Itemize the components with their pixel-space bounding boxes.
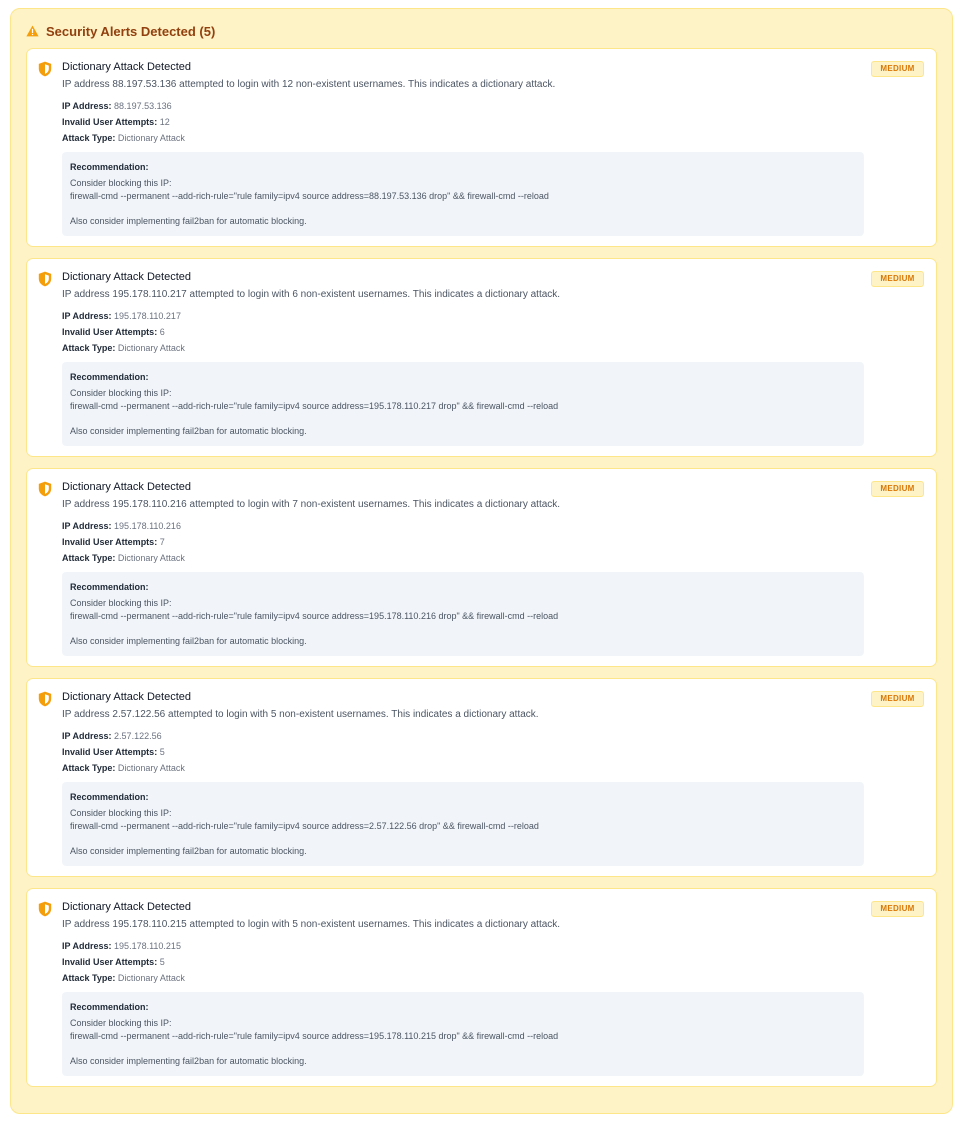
- alert-details: [62, 518, 924, 566]
- recommendation-extra: Also consider implementing fail2ban for automatic blocking.: [70, 426, 307, 436]
- shield-icon: [38, 61, 52, 77]
- attack-type-row: [62, 130, 924, 146]
- recommendation-title: Recommendation:: [70, 582, 149, 592]
- severity-badge: MEDIUM: [871, 481, 924, 497]
- invalid-attempts-row: [62, 534, 924, 550]
- invalid-attempts-label: Invalid User Attempts:: [62, 117, 158, 127]
- shield-icon: [38, 901, 52, 917]
- invalid-attempts-value: 12: [159, 117, 170, 127]
- attack-type-value: Dictionary Attack: [117, 133, 185, 143]
- ip-address-value: 195.178.110.215: [114, 941, 181, 951]
- recommendation-title: Recommendation:: [70, 1002, 149, 1012]
- alert-details: [62, 728, 924, 776]
- recommendation-box: [62, 362, 864, 446]
- attack-type-value: Dictionary Attack: [117, 763, 185, 773]
- ip-address-value: 195.178.110.217: [114, 311, 181, 321]
- invalid-attempts-value: 7: [159, 537, 165, 547]
- severity-badge: MEDIUM: [871, 271, 924, 287]
- security-alerts-panel: [10, 8, 953, 1114]
- shield-icon: [38, 481, 52, 497]
- recommendation-extra: Also consider implementing fail2ban for automatic blocking.: [70, 636, 307, 646]
- firewall-command[interactable]: firewall-cmd --permanent --add-rich-rule="rule family=ipv4 source address=2.57.122.56 drop" && firewall-cmd --reload: [70, 820, 539, 831]
- alert-card: [26, 888, 937, 1087]
- alert-details: [62, 938, 924, 986]
- invalid-attempts-row: [62, 744, 924, 760]
- alert-title: Dictionary Attack Detected: [62, 61, 192, 73]
- alert-description: IP address 88.197.53.136 attempted to login with 12 non-existent usernames. This indicates a dictionary attack.: [62, 79, 556, 90]
- firewall-command[interactable]: firewall-cmd --permanent --add-rich-rule="rule family=ipv4 source address=88.197.53.136 drop" && firewall-cmd --reload: [70, 190, 549, 201]
- alert-description: IP address 195.178.110.216 attempted to login with 7 non-existent usernames. This indicates a dictionary attack.: [62, 499, 561, 510]
- alert-description: IP address 195.178.110.215 attempted to login with 5 non-existent usernames. This indicates a dictionary attack.: [62, 919, 561, 930]
- shield-icon: [38, 271, 52, 287]
- ip-address-row: [62, 308, 924, 324]
- alert-list: [26, 48, 937, 1087]
- shield-icon: [38, 691, 52, 707]
- invalid-attempts-row: [62, 324, 924, 340]
- attack-type-value: Dictionary Attack: [117, 553, 185, 563]
- firewall-command[interactable]: firewall-cmd --permanent --add-rich-rule="rule family=ipv4 source address=195.178.110.216 drop" && firewall-cmd --reload: [70, 610, 559, 621]
- severity-badge: MEDIUM: [871, 901, 924, 917]
- attack-type-label: Attack Type:: [62, 133, 116, 143]
- recommendation-intro: Consider blocking this IP:: [70, 1018, 172, 1028]
- invalid-attempts-label: Invalid User Attempts:: [62, 327, 158, 337]
- alert-title: Dictionary Attack Detected: [62, 691, 192, 703]
- recommendation-box: [62, 782, 864, 866]
- attack-type-row: [62, 970, 924, 986]
- invalid-attempts-value: 6: [159, 327, 165, 337]
- ip-address-label: IP Address:: [62, 521, 112, 531]
- recommendation-intro: Consider blocking this IP:: [70, 808, 172, 818]
- ip-address-value: 195.178.110.216: [114, 521, 181, 531]
- invalid-attempts-value: 5: [159, 747, 165, 757]
- alert-description: IP address 2.57.122.56 attempted to login with 5 non-existent usernames. This indicates a dictionary attack.: [62, 709, 539, 720]
- ip-address-label: IP Address:: [62, 101, 112, 111]
- severity-badge: MEDIUM: [871, 691, 924, 707]
- alert-title: Dictionary Attack Detected: [62, 271, 192, 283]
- recommendation-extra: Also consider implementing fail2ban for automatic blocking.: [70, 216, 307, 226]
- ip-address-label: IP Address:: [62, 311, 112, 321]
- recommendation-box: [62, 152, 864, 236]
- alert-card: [26, 258, 937, 457]
- attack-type-value: Dictionary Attack: [117, 973, 185, 983]
- recommendation-extra: Also consider implementing fail2ban for automatic blocking.: [70, 846, 307, 856]
- ip-address-row: [62, 728, 924, 744]
- ip-address-label: IP Address:: [62, 731, 112, 741]
- attack-type-label: Attack Type:: [62, 763, 116, 773]
- firewall-command[interactable]: firewall-cmd --permanent --add-rich-rule="rule family=ipv4 source address=195.178.110.215 drop" && firewall-cmd --reload: [70, 1030, 559, 1041]
- ip-address-value: 88.197.53.136: [114, 101, 172, 111]
- recommendation-extra: Also consider implementing fail2ban for automatic blocking.: [70, 1056, 307, 1066]
- invalid-attempts-value: 5: [159, 957, 165, 967]
- ip-address-value: 2.57.122.56: [114, 731, 162, 741]
- attack-type-label: Attack Type:: [62, 553, 116, 563]
- attack-type-label: Attack Type:: [62, 973, 116, 983]
- warning-triangle-icon: [26, 25, 39, 37]
- recommendation-intro: Consider blocking this IP:: [70, 178, 172, 188]
- attack-type-label: Attack Type:: [62, 343, 116, 353]
- alert-card: [26, 678, 937, 877]
- recommendation-intro: Consider blocking this IP:: [70, 598, 172, 608]
- invalid-attempts-label: Invalid User Attempts:: [62, 747, 158, 757]
- alert-card: [26, 48, 937, 247]
- alert-title: Dictionary Attack Detected: [62, 481, 192, 493]
- alert-details: [62, 98, 924, 146]
- alert-description: IP address 195.178.110.217 attempted to login with 6 non-existent usernames. This indicates a dictionary attack.: [62, 289, 561, 300]
- ip-address-row: [62, 518, 924, 534]
- invalid-attempts-label: Invalid User Attempts:: [62, 537, 158, 547]
- recommendation-intro: Consider blocking this IP:: [70, 388, 172, 398]
- attack-type-value: Dictionary Attack: [117, 343, 185, 353]
- recommendation-title: Recommendation:: [70, 792, 149, 802]
- panel-title: Security Alerts Detected (5): [46, 23, 216, 39]
- recommendation-box: [62, 992, 864, 1076]
- panel-header: [26, 23, 937, 39]
- invalid-attempts-row: [62, 114, 924, 130]
- recommendation-title: Recommendation:: [70, 372, 149, 382]
- ip-address-row: [62, 98, 924, 114]
- attack-type-row: [62, 550, 924, 566]
- recommendation-box: [62, 572, 864, 656]
- ip-address-row: [62, 938, 924, 954]
- invalid-attempts-label: Invalid User Attempts:: [62, 957, 158, 967]
- alert-card: [26, 468, 937, 667]
- firewall-command[interactable]: firewall-cmd --permanent --add-rich-rule="rule family=ipv4 source address=195.178.110.217 drop" && firewall-cmd --reload: [70, 400, 559, 411]
- attack-type-row: [62, 760, 924, 776]
- alert-details: [62, 308, 924, 356]
- recommendation-title: Recommendation:: [70, 162, 149, 172]
- ip-address-label: IP Address:: [62, 941, 112, 951]
- alert-title: Dictionary Attack Detected: [62, 901, 192, 913]
- attack-type-row: [62, 340, 924, 356]
- invalid-attempts-row: [62, 954, 924, 970]
- severity-badge: MEDIUM: [871, 61, 924, 77]
